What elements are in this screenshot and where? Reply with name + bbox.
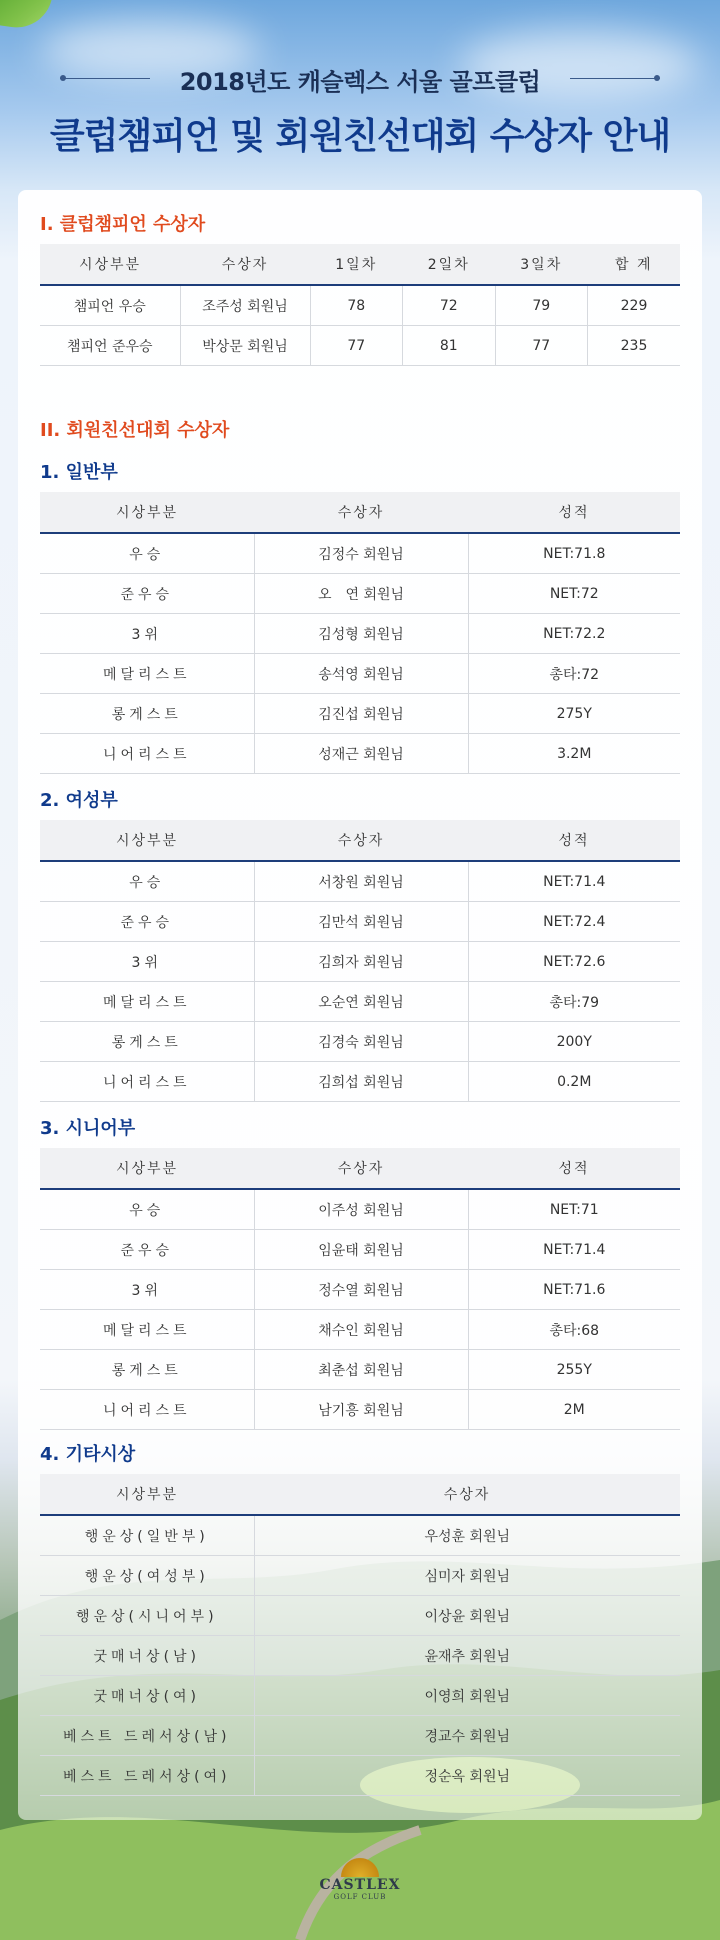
winner-cell: 송석영 회원님 — [254, 654, 468, 694]
table-row — [40, 982, 680, 1022]
table-row — [40, 574, 680, 614]
winner-cell: 김희섭 회원님 — [254, 1062, 468, 1102]
award-cell: 베스트 드레서상(여) — [40, 1756, 254, 1796]
column-header: 수상자 — [254, 492, 468, 533]
award-cell: 행운상(일반부) — [40, 1515, 254, 1556]
award-cell: 니어리스트 — [40, 1390, 254, 1430]
award-cell: 챔피언 우승 — [40, 285, 180, 326]
column-header: 성적 — [468, 492, 680, 533]
winner-cell: 성재근 회원님 — [254, 734, 468, 774]
result-cell: NET:71.4 — [468, 861, 680, 902]
result-cell: 255Y — [468, 1350, 680, 1390]
award-cell: 니어리스트 — [40, 1062, 254, 1102]
score-cell: 81 — [403, 326, 496, 366]
castlex-logo — [310, 1855, 410, 1901]
score-cell: 72 — [403, 285, 496, 326]
table-row — [40, 1189, 680, 1230]
winner-cell: 채수인 회원님 — [254, 1310, 468, 1350]
table-row — [40, 1062, 680, 1102]
winner-cell: 오 연 회원님 — [254, 574, 468, 614]
winner-cell: 오순연 회원님 — [254, 982, 468, 1022]
winner-cell: 김경숙 회원님 — [254, 1022, 468, 1062]
result-cell: 275Y — [468, 694, 680, 734]
group-title-general: 1. 일반부 — [40, 462, 118, 483]
award-cell: 3위 — [40, 614, 254, 654]
section-title-club-champion: Ⅰ. 클럽챔피언 수상자 — [40, 214, 206, 235]
award-cell: 롱게스트 — [40, 1022, 254, 1062]
winner-cell: 이주성 회원님 — [254, 1189, 468, 1230]
result-cell: 0.2M — [468, 1062, 680, 1102]
logo-name: CASTLEX — [319, 1877, 401, 1893]
table-row — [40, 1716, 680, 1756]
column-header: 시상부분 — [40, 1474, 254, 1515]
table-row — [40, 1636, 680, 1676]
column-header: 수상자 — [254, 820, 468, 861]
winner-cell: 이영희 회원님 — [254, 1676, 680, 1716]
logo-subtitle: GOLF CLUB — [333, 1893, 387, 1901]
winner-cell: 김희자 회원님 — [254, 942, 468, 982]
award-cell: 메달리스트 — [40, 982, 254, 1022]
logo-emblem-icon — [338, 1855, 382, 1877]
table-row — [40, 1390, 680, 1430]
result-cell: 총타:72 — [468, 654, 680, 694]
table-row — [40, 1022, 680, 1062]
total-cell: 235 — [588, 326, 681, 366]
award-cell: 메달리스트 — [40, 654, 254, 694]
column-header: 시상부분 — [40, 1148, 254, 1189]
table-row — [40, 654, 680, 694]
column-header: 합 계 — [588, 244, 681, 285]
column-header: 2일차 — [403, 244, 496, 285]
score-cell: 77 — [495, 326, 588, 366]
award-cell: 준우승 — [40, 1230, 254, 1270]
table-row — [40, 1596, 680, 1636]
award-cell: 행운상(여성부) — [40, 1556, 254, 1596]
result-cell: NET:72.4 — [468, 902, 680, 942]
table-row — [40, 1350, 680, 1390]
score-cell: 77 — [310, 326, 403, 366]
header-divider — [570, 78, 660, 79]
table-row — [40, 1230, 680, 1270]
award-cell: 니어리스트 — [40, 734, 254, 774]
general-division-table — [40, 492, 680, 774]
score-cell: 79 — [495, 285, 588, 326]
award-cell: 굿매너상(여) — [40, 1676, 254, 1716]
winner-cell: 우성훈 회원님 — [254, 1515, 680, 1556]
table-row — [40, 861, 680, 902]
page-header — [0, 0, 720, 200]
column-header: 시상부분 — [40, 492, 254, 533]
winner-cell: 조주성 회원님 — [180, 285, 310, 326]
award-cell: 메달리스트 — [40, 1310, 254, 1350]
winner-cell: 이상윤 회원님 — [254, 1596, 680, 1636]
women-division-table — [40, 820, 680, 1102]
winner-cell: 경교수 회원님 — [254, 1716, 680, 1756]
winner-cell: 박상문 회원님 — [180, 326, 310, 366]
column-header: 수상자 — [254, 1474, 680, 1515]
section-title-friendship-tournament: II. 회원친선대회 수상자 — [40, 420, 230, 441]
award-cell: 우승 — [40, 533, 254, 574]
group-title-women: 2. 여성부 — [40, 790, 118, 811]
result-cell: 200Y — [468, 1022, 680, 1062]
winner-cell: 남기흥 회원님 — [254, 1390, 468, 1430]
table-row — [40, 902, 680, 942]
club-champion-table — [40, 244, 680, 366]
award-cell: 행운상(시니어부) — [40, 1596, 254, 1636]
group-title-senior: 3. 시니어부 — [40, 1118, 136, 1139]
winner-cell: 정순옥 회원님 — [254, 1756, 680, 1796]
column-header: 시상부분 — [40, 244, 180, 285]
table-row — [40, 1515, 680, 1556]
winner-cell: 최춘섭 회원님 — [254, 1350, 468, 1390]
winner-cell: 정수열 회원님 — [254, 1270, 468, 1310]
table-row — [40, 326, 680, 366]
result-cell: NET:72 — [468, 574, 680, 614]
column-header: 수상자 — [254, 1148, 468, 1189]
winner-cell: 김만석 회원님 — [254, 902, 468, 942]
column-header: 수상자 — [180, 244, 310, 285]
table-row — [40, 1310, 680, 1350]
award-cell: 준우승 — [40, 574, 254, 614]
award-cell: 3위 — [40, 1270, 254, 1310]
header-dot — [654, 75, 660, 81]
table-row — [40, 1756, 680, 1796]
total-cell: 229 — [588, 285, 681, 326]
page-subtitle: 2018년도 캐슬렉스 서울 골프클럽 — [179, 68, 541, 96]
result-cell: NET:72.6 — [468, 942, 680, 982]
table-row — [40, 1270, 680, 1310]
page-title: 클럽챔피언 및 회원친선대회 수상자 안내 — [49, 116, 671, 157]
award-cell: 우승 — [40, 1189, 254, 1230]
award-cell: 베스트 드레서상(남) — [40, 1716, 254, 1756]
winner-cell: 서창원 회원님 — [254, 861, 468, 902]
table-row — [40, 942, 680, 982]
table-row — [40, 694, 680, 734]
table-row — [40, 1556, 680, 1596]
result-cell: NET:71 — [468, 1189, 680, 1230]
other-awards-table — [40, 1474, 680, 1796]
winner-cell: 윤재추 회원님 — [254, 1636, 680, 1676]
result-cell: NET:71.8 — [468, 533, 680, 574]
column-header: 1일차 — [310, 244, 403, 285]
table-row — [40, 285, 680, 326]
winner-cell: 김성형 회원님 — [254, 614, 468, 654]
score-cell: 78 — [310, 285, 403, 326]
award-cell: 3위 — [40, 942, 254, 982]
result-cell: 총타:79 — [468, 982, 680, 1022]
award-cell: 우승 — [40, 861, 254, 902]
senior-division-table — [40, 1148, 680, 1430]
award-cell: 준우승 — [40, 902, 254, 942]
award-cell: 챔피언 준우승 — [40, 326, 180, 366]
table-row — [40, 1676, 680, 1716]
table-row — [40, 533, 680, 574]
result-cell: 총타:68 — [468, 1310, 680, 1350]
table-row — [40, 614, 680, 654]
award-cell: 롱게스트 — [40, 1350, 254, 1390]
result-cell: 3.2M — [468, 734, 680, 774]
column-header: 3일차 — [495, 244, 588, 285]
winner-cell: 김진섭 회원님 — [254, 694, 468, 734]
result-cell: NET:71.4 — [468, 1230, 680, 1270]
column-header: 성적 — [468, 1148, 680, 1189]
result-cell: NET:71.6 — [468, 1270, 680, 1310]
result-cell: NET:72.2 — [468, 614, 680, 654]
column-header: 성적 — [468, 820, 680, 861]
winner-cell: 김정수 회원님 — [254, 533, 468, 574]
award-cell: 굿매너상(남) — [40, 1636, 254, 1676]
table-row — [40, 734, 680, 774]
award-cell: 롱게스트 — [40, 694, 254, 734]
winner-cell: 임윤태 회원님 — [254, 1230, 468, 1270]
column-header: 시상부분 — [40, 820, 254, 861]
result-cell: 2M — [468, 1390, 680, 1430]
winner-cell: 심미자 회원님 — [254, 1556, 680, 1596]
group-title-other-awards: 4. 기타시상 — [40, 1444, 136, 1465]
